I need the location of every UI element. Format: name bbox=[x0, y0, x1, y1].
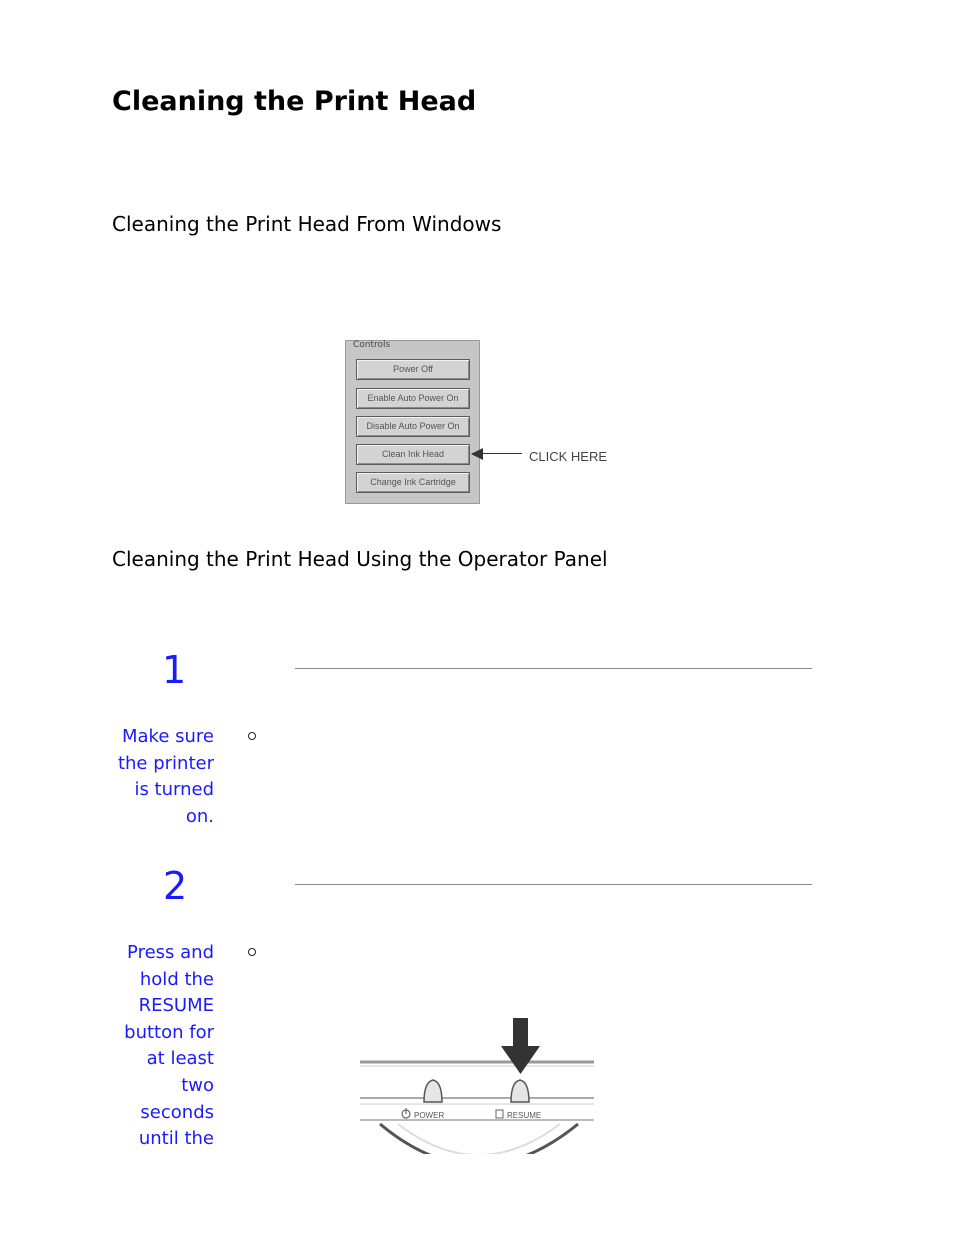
operator-panel-drawing bbox=[358, 1016, 596, 1154]
step-2-line: RESUME bbox=[138, 995, 214, 1017]
bullet-circle-icon bbox=[248, 948, 256, 956]
change-ink-cartridge-button[interactable]: Change Ink Cartridge bbox=[356, 472, 470, 493]
step-2-divider bbox=[295, 884, 812, 885]
bullet-circle-icon bbox=[248, 732, 256, 740]
section-heading-windows: Cleaning the Print Head From Windows bbox=[112, 212, 502, 236]
step-1-line: is turned bbox=[134, 779, 214, 801]
controls-dialog bbox=[345, 340, 480, 504]
step-1-line: on. bbox=[185, 805, 214, 827]
step-2-line: hold the bbox=[139, 968, 214, 990]
step-2-line: two bbox=[181, 1074, 214, 1096]
operator-panel-illustration bbox=[358, 1016, 596, 1154]
resume-button[interactable] bbox=[496, 1080, 541, 1120]
step-1-line: Make sure bbox=[121, 726, 214, 747]
step-2-line: until the bbox=[138, 1128, 214, 1150]
controls-group-label: Controls bbox=[353, 340, 391, 350]
page-title: Cleaning the Print Head bbox=[112, 86, 477, 117]
section-heading-operator-panel: Cleaning the Print Head Using the Operator Panel bbox=[112, 547, 608, 571]
power-off-button[interactable]: Power Off bbox=[356, 359, 470, 380]
resume-label: RESUME bbox=[507, 1111, 542, 1120]
step-2-line: button for bbox=[124, 1021, 214, 1043]
power-button[interactable] bbox=[402, 1080, 444, 1120]
step-number-2: 2 bbox=[163, 864, 188, 908]
step-1-text bbox=[104, 724, 214, 830]
disable-auto-power-on-button[interactable]: Disable Auto Power On bbox=[356, 416, 470, 437]
clean-ink-head-button[interactable]: Clean Ink Head bbox=[356, 444, 470, 465]
arrow-left-icon bbox=[471, 448, 483, 460]
step-2-line: at least bbox=[146, 1048, 214, 1070]
enable-auto-power-on-button[interactable]: Enable Auto Power On bbox=[356, 388, 470, 409]
power-label: POWER bbox=[414, 1111, 445, 1120]
step-1-divider bbox=[295, 668, 812, 669]
step-2-line: seconds bbox=[140, 1101, 214, 1123]
step-2-line: Press and bbox=[127, 942, 214, 963]
click-here-callout: CLICK HERE bbox=[529, 449, 608, 464]
step-number-1: 1 bbox=[162, 648, 187, 692]
step-2-text bbox=[104, 940, 214, 1153]
step-1-line: the printer bbox=[117, 752, 214, 774]
